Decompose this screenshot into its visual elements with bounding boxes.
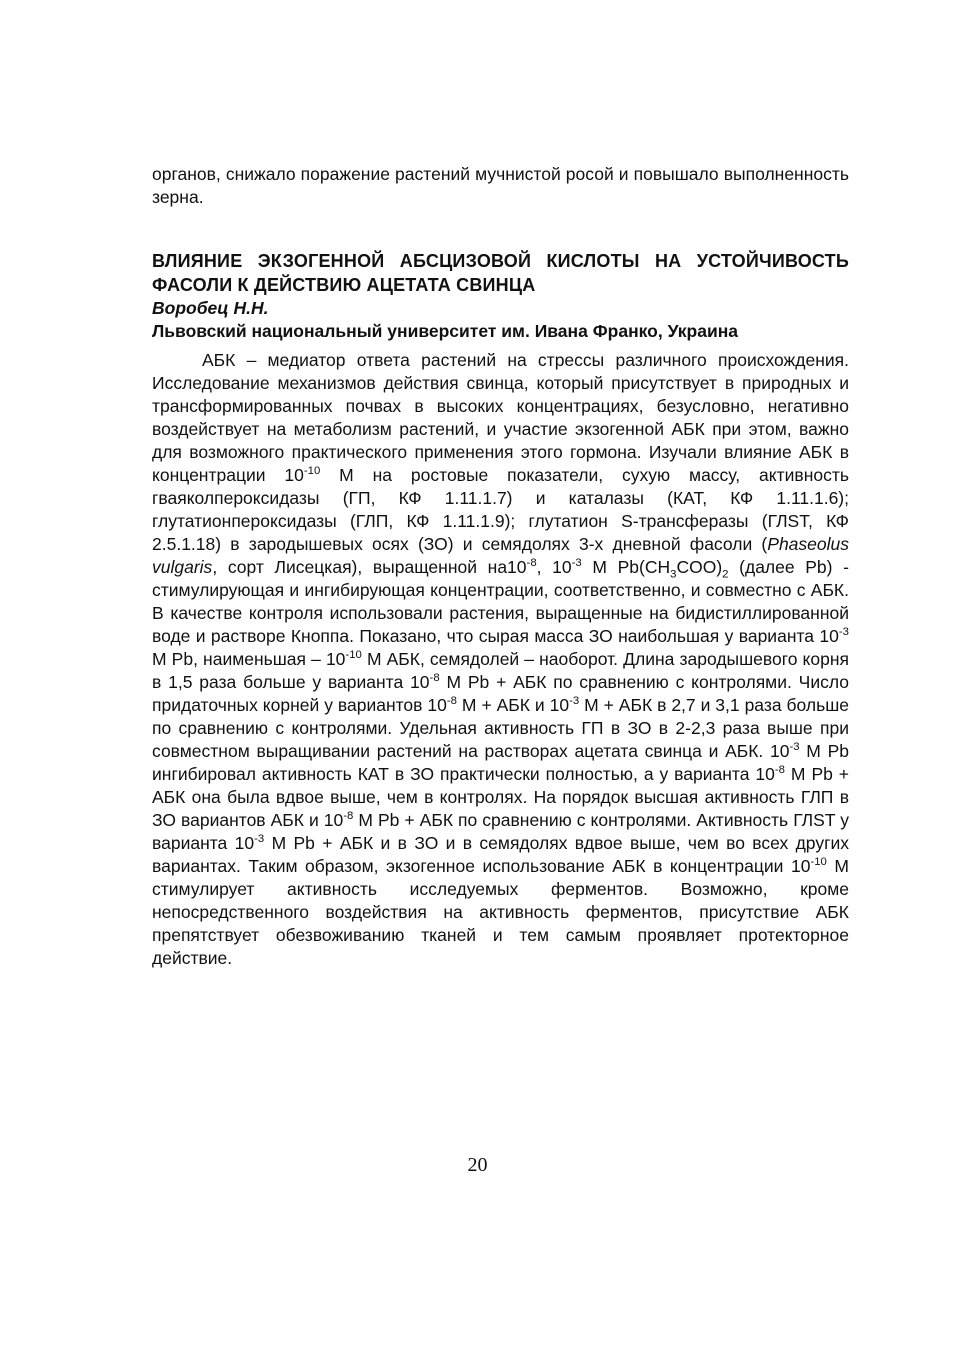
- abstract-text: М Pb ингибировал активность КАТ в ЗО практически полностью, а у варианта 10: [152, 741, 849, 784]
- abstract-text: , сорт Лисецкая), выращенной на10: [212, 557, 527, 577]
- exponent: -8: [429, 672, 440, 685]
- abstract-text: М + АБК в 2,7 и 3,1 раза больше по сравнению с контролями. Удельная активность ГП в ЗО в 2-2,3 раза выше при совместном выращивании растений на растворах ацетата свинца и АБК. 10: [152, 695, 850, 761]
- subscript: 2: [722, 568, 729, 581]
- exponent: -8: [343, 810, 354, 823]
- abstract-text: АБК – медиатор ответа растений на стрессы различного происхождения. Исследование механизмов действия свинца, который присутствует в природных и трансформированных почвах в высоких концентрациях, безусловно, негативно воздействует на метаболизм растений, и участие экзогенной АБК при этом, важно для возможного практического применения этого гормона. Изучали влияние АБК в концентрации 10: [152, 350, 849, 485]
- abstract-text: М Pb + АБК по сравнению с контролями. Активность ГЛST у варианта 10: [152, 810, 849, 853]
- abstract-text: М стимулирует активность исследуемых ферментов. Возможно, кроме непосредственного воздействия на активность ферментов, присутствие АБК препятствует обезвоживанию тканей и тем самым проявляет протекторное действие.: [152, 856, 849, 968]
- abstract-text: М на ростовые показатели, сухую массу, активность гваяколпероксидазы (ГП, КФ 1.11.1.7) и каталазы (КАТ, КФ 1.11.1.6); глутатионпероксидазы (ГЛП, КФ 1.11.1.9); глутатион S-трансферазы (ГЛST, КФ 2.5.1.18) в зародышевых осях (ЗО) и семядолях 3-х дневной фасоли (: [152, 465, 849, 554]
- exponent: -3: [569, 695, 580, 708]
- exponent: -10: [303, 465, 321, 478]
- abstract-text: COO): [676, 557, 723, 577]
- abstract-text: М АБК, семядолей – наоборот. Длина зародышевого корня в 1,5 раза больше у варианта 10: [152, 649, 849, 692]
- exponent: -10: [345, 649, 362, 662]
- abstract-text: М Pb + АБК по сравнению с контролями. Число придаточных корней у вариантов 10: [152, 672, 849, 715]
- abstract-text: М Pb + АБК она была вдвое выше, чем в контролях. На порядок высшая активность ГЛП в ЗО вариантов АБК и 10: [152, 764, 850, 830]
- abstract-text: М + АБК и 10: [456, 695, 570, 715]
- exponent: -3: [571, 557, 582, 570]
- text-column: [152, 163, 849, 970]
- exponent: -10: [810, 856, 827, 869]
- exponent: -8: [526, 557, 537, 570]
- lead-paragraph: органов, снижало поражение растений мучнистой росой и повышало выполненность зерна.: [152, 164, 849, 207]
- exponent: -8: [446, 695, 457, 708]
- article-affiliation: Львовский национальный университет им. Ивана Франко, Украина: [152, 321, 739, 341]
- abstract-text: (далее Pb) - стимулирующая и ингибирующая концентрации, соответственно, и совместно с АБК. В качестве контроля использовали растения, выращенные на бидистиллированной воде и растворе Кноппа. Показано, что сырая масса ЗО наибольшая у варианта 10: [152, 557, 849, 646]
- abstract-paragraph: [152, 349, 849, 970]
- abstract-text: М Pb + АБК и в ЗО и в семядолях вдвое выше, чем во всех других вариантах. Таким образом, экзогенное использование АБК в концентрации 10: [152, 833, 849, 876]
- exponent: -3: [254, 833, 265, 846]
- exponent: -3: [838, 626, 849, 639]
- species-name: Phaseolus vulgaris: [152, 534, 849, 577]
- exponent: -3: [789, 741, 800, 754]
- abstract-text: М Pb, наименьшая – 10: [152, 649, 346, 669]
- article-title: ВЛИЯНИЕ ЭКЗОГЕННОЙ АБСЦИЗОВОЙ КИСЛОТЫ НА УСТОЙЧИВОСТЬ ФАСОЛИ К ДЕЙСТВИЮ АЦЕТАТА СВИНЦА: [152, 251, 849, 295]
- article-author: Воробец Н.Н.: [152, 298, 269, 318]
- abstract-text: М Pb(CH: [581, 557, 671, 577]
- page-number: 20: [467, 1154, 488, 1176]
- subscript: 3: [670, 568, 677, 581]
- exponent: -8: [774, 764, 785, 777]
- abstract-text: , 10: [536, 557, 572, 577]
